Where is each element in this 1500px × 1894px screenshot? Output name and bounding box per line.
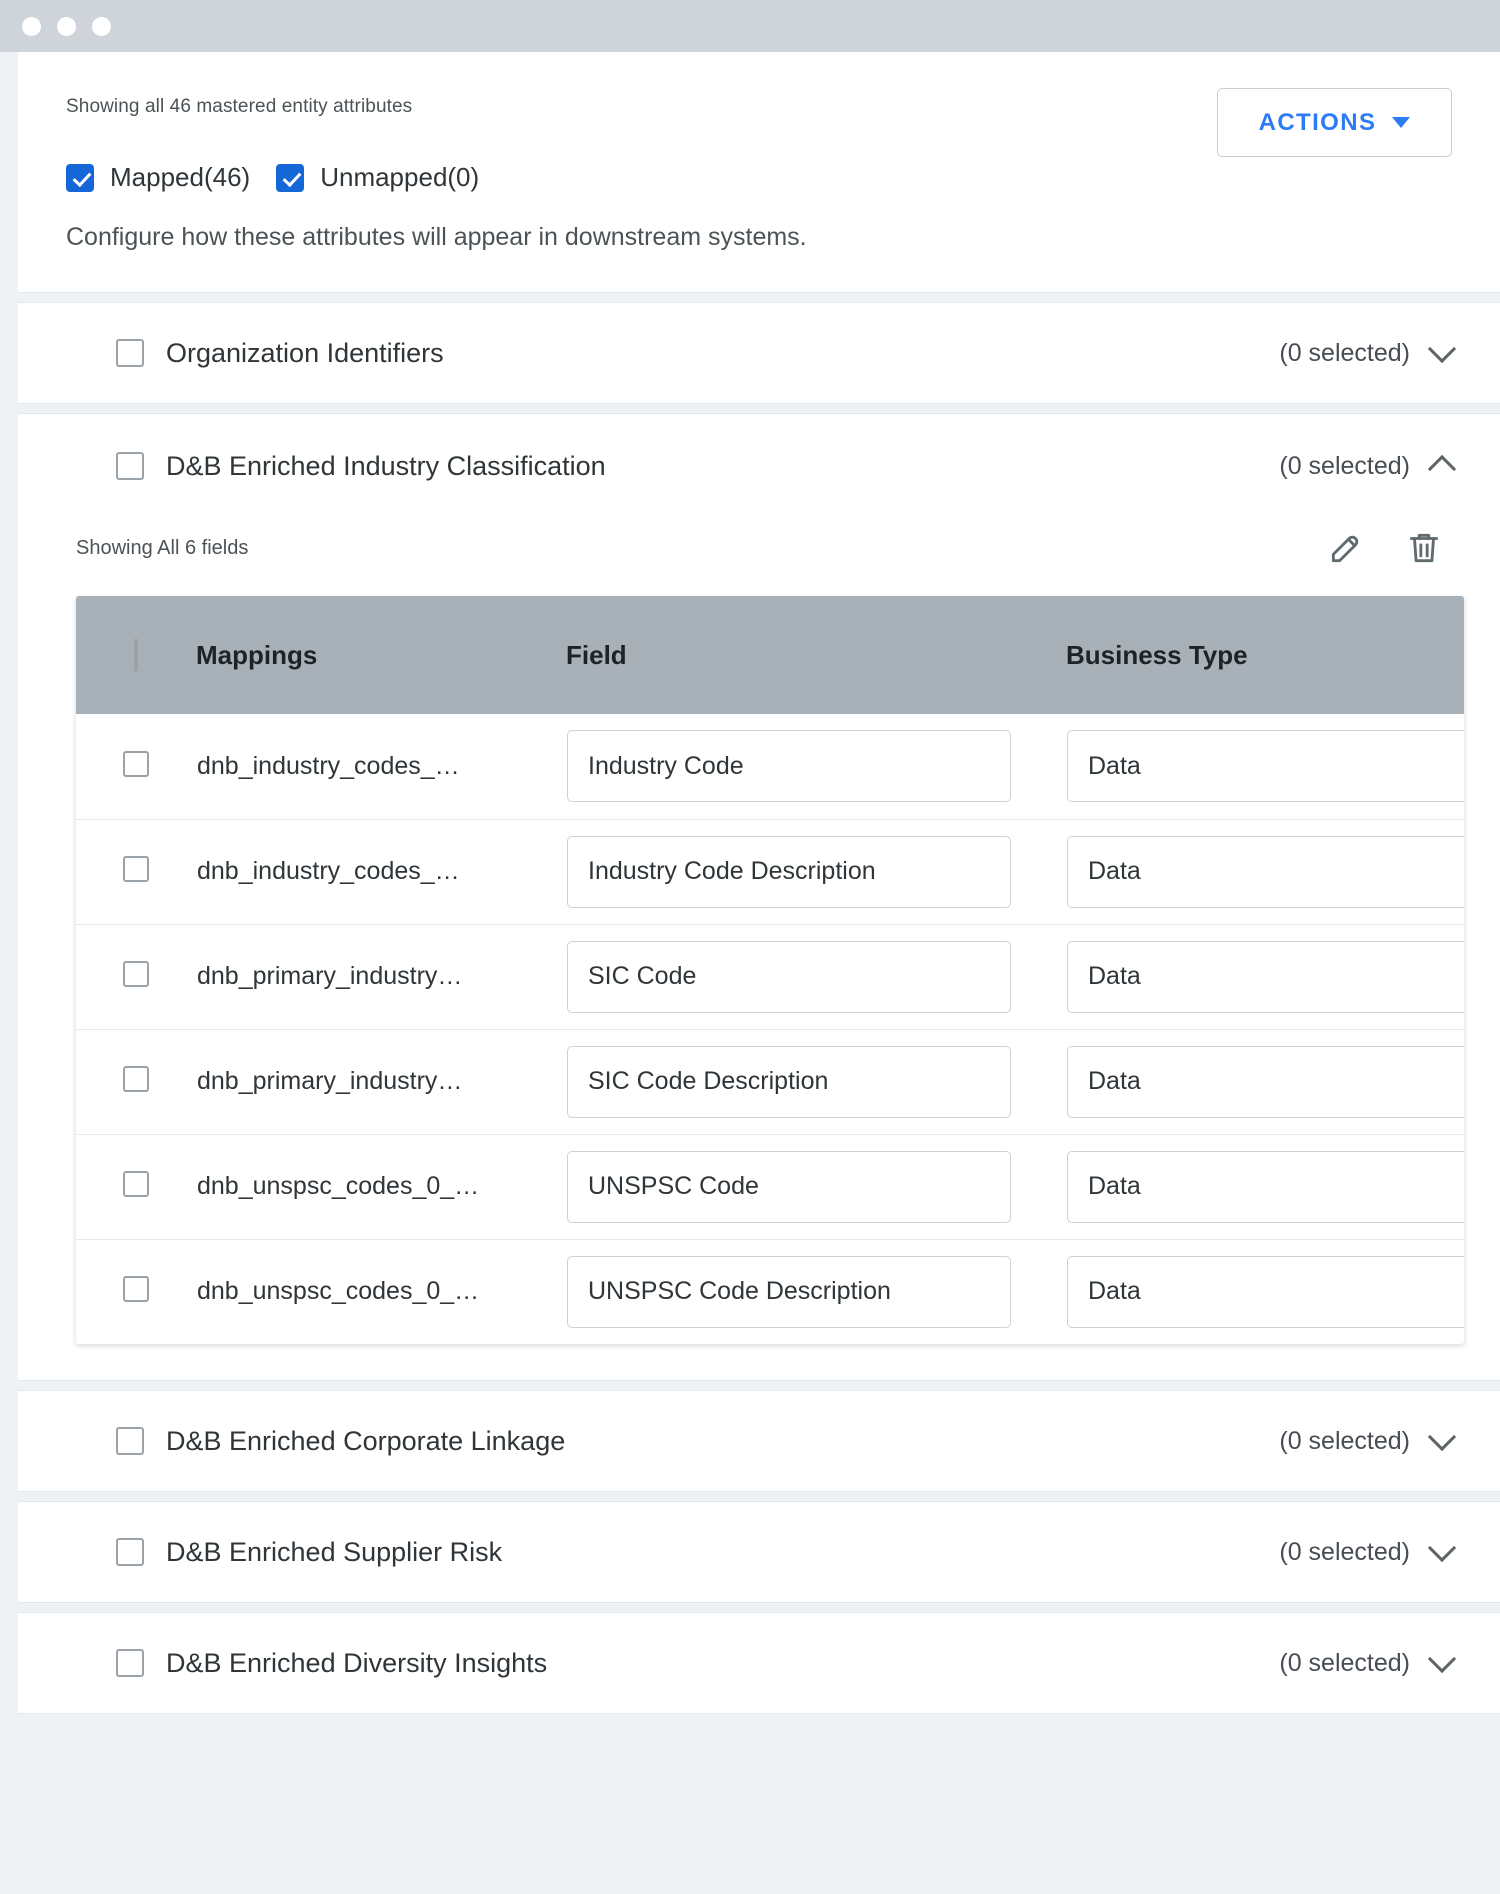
group-title-supplier-risk: D&B Enriched Supplier Risk: [166, 1536, 503, 1567]
configure-description: Configure how these attributes will appear in downstream systems.: [66, 223, 807, 251]
group-dnb-enriched-industry-classification: [18, 413, 1500, 1381]
row-business-type-cell: [1066, 714, 1464, 819]
mapped-label: Mapped(46): [110, 162, 251, 192]
group-checkbox-wrap: [18, 452, 166, 480]
group-checkbox-diversity-insights[interactable]: [116, 1649, 144, 1677]
filter-unmapped[interactable]: [276, 162, 479, 193]
group-checkbox-organization-identifiers[interactable]: [116, 339, 144, 367]
unmapped-label: Unmapped(0): [320, 162, 480, 192]
row-select-cell: [76, 924, 196, 1029]
mapping-name: dnb_unspsc_codes_0_…: [197, 1277, 480, 1306]
chevron-down-icon[interactable]: [1428, 1645, 1456, 1673]
business-type-input[interactable]: Data: [1067, 941, 1464, 1013]
unmapped-checkbox[interactable]: [276, 164, 304, 192]
group-right-controls: [1279, 452, 1452, 481]
group-dnb-enriched-corporate-linkage: [18, 1390, 1500, 1492]
group-title-corporate-linkage: D&B Enriched Corporate Linkage: [166, 1425, 566, 1456]
window-maximize-dot[interactable]: [92, 17, 111, 36]
actions-button[interactable]: [1217, 88, 1452, 157]
group-organization-identifiers: [18, 302, 1500, 404]
group-selected-count: (0 selected): [1279, 1537, 1410, 1566]
row-mapping-cell: [196, 924, 566, 1029]
row-checkbox[interactable]: [123, 961, 149, 987]
table-header-row: [76, 596, 1464, 714]
group-title-diversity-insights: D&B Enriched Diversity Insights: [166, 1647, 548, 1678]
group-selected-count: (0 selected): [1279, 1648, 1410, 1677]
field-input[interactable]: SIC Code: [567, 941, 1011, 1013]
group-header-row[interactable]: [18, 1613, 1500, 1713]
row-checkbox[interactable]: [123, 1066, 149, 1092]
group-selected-count: (0 selected): [1279, 338, 1410, 367]
group-selected-count: (0 selected): [1279, 1426, 1410, 1455]
row-select-cell: [76, 1239, 196, 1344]
row-business-type-cell: [1066, 819, 1464, 924]
row-mapping-cell: [196, 1134, 566, 1239]
mapped-checkbox[interactable]: [66, 164, 94, 192]
row-checkbox[interactable]: [123, 1276, 149, 1302]
table-row: [76, 1134, 1464, 1239]
attributes-header-panel: [18, 52, 1500, 293]
chevron-down-icon[interactable]: [1428, 335, 1456, 363]
trash-icon[interactable]: [1396, 520, 1452, 576]
group-right-controls: [1279, 1427, 1452, 1456]
mappings-table-head: [76, 596, 1464, 714]
field-input[interactable]: UNSPSC Code Description: [567, 1256, 1011, 1328]
group-header-row[interactable]: [18, 414, 1500, 518]
mapping-name: dnb_industry_codes_…: [197, 857, 460, 885]
filter-mapped[interactable]: [66, 162, 250, 193]
mapping-name: dnb_primary_industry…: [197, 962, 463, 990]
showing-count-text: Showing all 46 mastered entity attributes: [66, 96, 413, 117]
row-mapping-cell: [196, 1239, 566, 1344]
row-mapping-cell: [196, 819, 566, 924]
mappings-table-body: [76, 714, 1464, 1344]
mappings-table-wrapper: [76, 596, 1464, 1344]
row-select-cell: [76, 1134, 196, 1239]
row-business-type-cell: [1066, 1239, 1464, 1344]
row-checkbox[interactable]: [123, 856, 149, 882]
row-field-cell: [566, 924, 1066, 1029]
row-field-cell: [566, 1134, 1066, 1239]
mapping-name: dnb_primary_industry…: [197, 1067, 463, 1095]
window-titlebar: [0, 0, 1500, 52]
table-row: [76, 1029, 1464, 1134]
column-header-business-type: Business Type: [1066, 639, 1248, 670]
row-mapping-cell: [196, 714, 566, 819]
group-checkbox-wrap: [18, 1538, 166, 1566]
field-input[interactable]: UNSPSC Code: [567, 1151, 1011, 1223]
table-row: [76, 924, 1464, 1029]
row-field-cell: [566, 714, 1066, 819]
table-row: [76, 819, 1464, 924]
row-field-cell: [566, 1239, 1066, 1344]
page-viewport: [18, 52, 1500, 1894]
filter-checkbox-row: [66, 162, 1452, 193]
group-right-controls: [1279, 1538, 1452, 1567]
actions-button-label: ACTIONS: [1258, 108, 1377, 136]
group-right-controls: [1279, 339, 1452, 368]
group-selected-count: (0 selected): [1279, 451, 1410, 480]
group-title-organization-identifiers: Organization Identifiers: [166, 337, 444, 368]
row-checkbox[interactable]: [123, 751, 149, 777]
group-header-row[interactable]: [18, 303, 1500, 403]
group-dnb-enriched-supplier-risk: [18, 1501, 1500, 1603]
window-close-dot[interactable]: [22, 17, 41, 36]
row-select-cell: [76, 819, 196, 924]
chevron-down-icon[interactable]: [1428, 1534, 1456, 1562]
business-type-input[interactable]: Data: [1067, 1256, 1464, 1328]
group-checkbox-wrap: [18, 1427, 166, 1455]
row-checkbox[interactable]: [123, 1171, 149, 1197]
row-mapping-cell: [196, 1029, 566, 1134]
group-right-controls: [1279, 1649, 1452, 1678]
group-header-row[interactable]: [18, 1502, 1500, 1602]
business-type-input[interactable]: Data: [1067, 836, 1464, 908]
field-input[interactable]: Industry Code Description: [567, 836, 1011, 908]
row-select-cell: [76, 1029, 196, 1134]
group-header-row[interactable]: [18, 1391, 1500, 1491]
group-title-dnb-industry-classification: D&B Enriched Industry Classification: [166, 450, 606, 481]
row-business-type-cell: [1066, 1029, 1464, 1134]
table-row: [76, 1239, 1464, 1344]
field-input[interactable]: Industry Code: [567, 730, 1011, 802]
pencil-icon[interactable]: [1318, 520, 1374, 576]
chevron-down-icon[interactable]: [1428, 1423, 1456, 1451]
row-field-cell: [566, 819, 1066, 924]
group-checkbox-wrap: [18, 339, 166, 367]
column-header-mappings: Mappings: [196, 639, 318, 670]
chevron-up-icon[interactable]: [1428, 455, 1456, 483]
column-header-field: Field: [566, 639, 627, 670]
row-business-type-cell: [1066, 924, 1464, 1029]
select-all-checkbox[interactable]: [134, 638, 138, 672]
business-type-input[interactable]: Data: [1067, 730, 1464, 802]
mappings-table: [76, 596, 1464, 1344]
group-checkbox-corporate-linkage[interactable]: [116, 1427, 144, 1455]
select-all-header: [76, 596, 196, 714]
row-business-type-cell: [1066, 1134, 1464, 1239]
row-select-cell: [76, 714, 196, 819]
row-field-cell: [566, 1029, 1066, 1134]
group-subheader: [18, 518, 1500, 578]
mapping-name: dnb_unspsc_codes_0_…: [197, 1172, 480, 1200]
field-input[interactable]: SIC Code Description: [567, 1046, 1011, 1118]
group-checkbox-wrap: [18, 1649, 166, 1677]
table-row: [76, 714, 1464, 819]
window-minimize-dot[interactable]: [57, 17, 76, 36]
business-type-input[interactable]: Data: [1067, 1046, 1464, 1118]
group-checkbox-supplier-risk[interactable]: [116, 1538, 144, 1566]
mapping-name: dnb_industry_codes_…: [197, 751, 460, 780]
chevron-down-icon: [1392, 117, 1410, 128]
showing-fields-text: Showing All 6 fields: [76, 536, 249, 559]
group-checkbox-dnb-industry-classification[interactable]: [116, 452, 144, 480]
group-dnb-enriched-diversity-insights: [18, 1612, 1500, 1714]
business-type-input[interactable]: Data: [1067, 1151, 1464, 1223]
